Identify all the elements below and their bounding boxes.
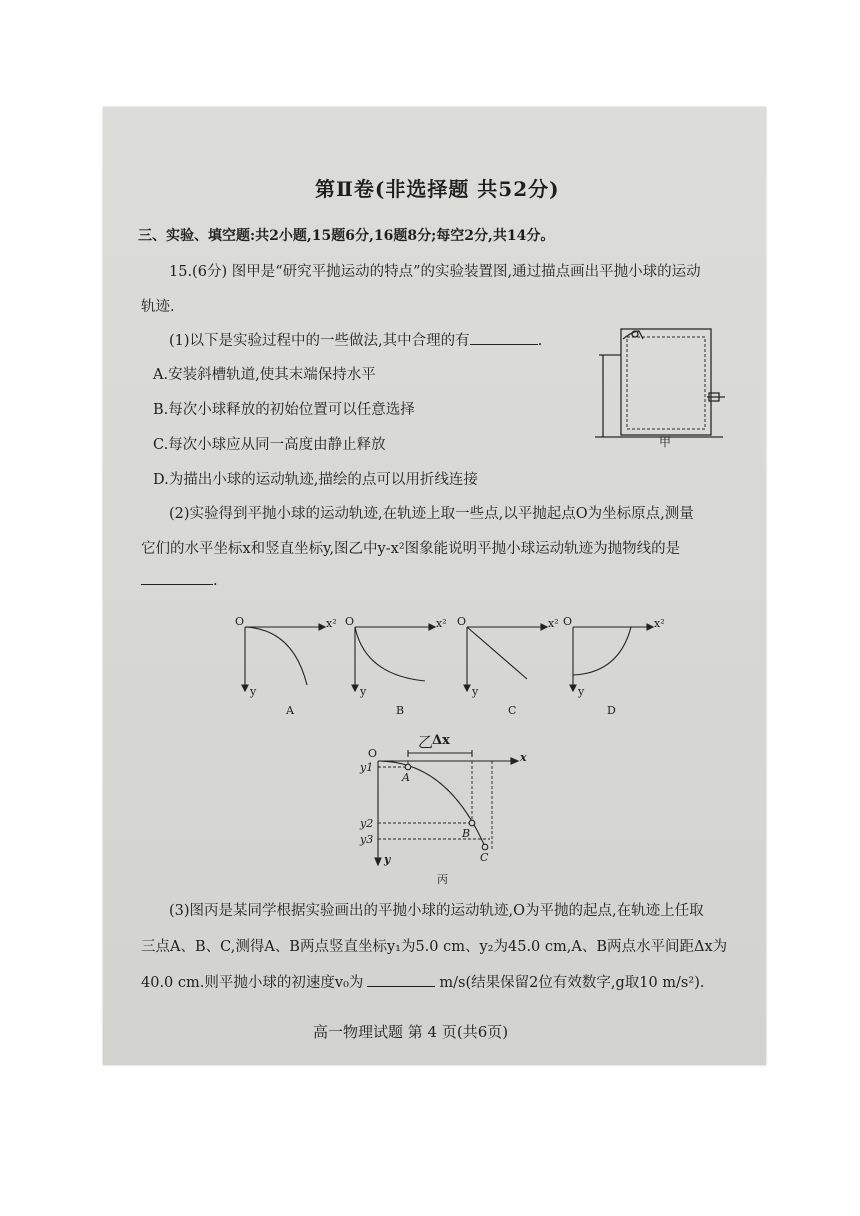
graph-c-origin: O <box>457 615 467 628</box>
q15-part2-line1: (2)实验得到平抛小球的运动轨迹,在轨迹上取一些点,以平抛起点O为坐标原点,测量 <box>169 506 694 522</box>
q15-part3-line3 <box>141 971 704 992</box>
bing-y1-label: y1 <box>360 761 374 774</box>
answer-blank-2[interactable] <box>141 570 213 585</box>
bing-b-label: B <box>462 827 471 840</box>
graph-c-y-label: y <box>472 685 479 698</box>
graph-a-origin: O <box>235 615 245 628</box>
bing-origin: O <box>368 747 378 760</box>
bing-y3-label: y3 <box>360 833 374 846</box>
part3-line3-start: 40.0 cm.则平抛小球的初速度v₀为 <box>141 975 364 991</box>
graph-a-y-label: y <box>250 685 257 698</box>
graph-d-letter: D <box>607 704 616 717</box>
graph-c-letter: C <box>508 704 517 717</box>
graph-c-x-arrow <box>541 624 547 630</box>
graph-a-letter: A <box>286 704 294 717</box>
option-c: C.每次小球应从同一高度由静止释放 <box>153 437 386 453</box>
page-footer: 高一物理试题 第 4 页(共6页) <box>313 1023 509 1041</box>
graph-a-y-arrow <box>242 685 248 691</box>
q15-part2-line2: 它们的水平坐标x和竖直坐标y,图乙中y-x²图象能说明平抛小球运动轨迹为抛物线的是 <box>141 541 681 557</box>
q15-part2-answer <box>141 570 218 589</box>
part1-prompt-end: . <box>537 333 543 349</box>
bing-c-label: C <box>480 851 489 864</box>
exam-page <box>103 107 766 1065</box>
graph-b-x-label: x² <box>436 617 447 630</box>
bing-x-label: x <box>520 751 527 764</box>
graph-d-x-label: x² <box>654 617 665 630</box>
q15-part3-line1: (3)图丙是某同学根据实验画出的平抛小球的运动轨迹,O为平抛的起点,在轨迹上任取 <box>169 903 704 919</box>
graph-c-line <box>467 627 527 679</box>
bing-point-b <box>469 820 475 826</box>
part1-prompt-text: (1)以下是实验过程中的一些做法,其中合理的有 <box>169 333 470 349</box>
graph-a-x-label: x² <box>326 617 337 630</box>
fig-jia-label: 甲 <box>659 435 672 449</box>
graph-d-y-arrow <box>570 685 576 691</box>
part3-line3-end: m/s(结果保留2位有效数字,g取10 m/s²). <box>439 975 705 991</box>
graph-b-letter: B <box>396 704 405 717</box>
option-a: A.安装斜槽轨道,使其末端保持水平 <box>153 367 376 383</box>
graph-d <box>561 615 671 719</box>
graph-d-origin: O <box>563 615 573 628</box>
bing-point-a <box>405 764 411 770</box>
bing-x-arrow <box>511 758 518 764</box>
section-title: 第Ⅱ卷(非选择题 共52分) <box>315 177 560 201</box>
answer-blank-1[interactable] <box>470 330 538 345</box>
graph-a-x-arrow <box>319 624 325 630</box>
graph-d-x-arrow <box>647 624 653 630</box>
graph-d-curve <box>573 627 631 675</box>
bing-point-c <box>482 844 488 850</box>
board-frame <box>621 329 711 435</box>
answer-blank-3[interactable] <box>367 972 435 987</box>
part2-end: . <box>213 573 218 589</box>
graph-b-curve <box>355 627 425 681</box>
bing-a-label: A <box>402 771 410 784</box>
bing-y2-label: y2 <box>360 817 374 830</box>
figure-bing <box>358 733 538 869</box>
graph-b-x-arrow <box>429 624 435 630</box>
fig-yi-label: 乙 <box>418 733 434 751</box>
q15-part1-prompt <box>169 329 542 350</box>
graph-b-y-label: y <box>360 685 367 698</box>
option-b: B.每次小球释放的初始位置可以任意选择 <box>153 402 415 418</box>
graph-c-x-label: x² <box>548 617 559 630</box>
section-heading: 三、实验、填空题:共2小题,15题6分,16题8分;每空2分,共14分。 <box>138 228 555 244</box>
graph-c-y-arrow <box>464 685 470 691</box>
graph-b-origin: O <box>345 615 355 628</box>
graph-d-y-label: y <box>578 685 585 698</box>
graph-a-curve <box>245 627 307 685</box>
q15-intro-line2: 轨迹. <box>141 299 175 315</box>
graph-d-svg <box>561 619 671 719</box>
q15-intro-line1: 15.(6分) 图甲是“研究平抛运动的特点”的实验装置图,通过描点画出平抛小球的运动 <box>169 264 701 280</box>
q15-part3-line2: 三点A、B、C,测得A、B两点竖直坐标y₁为5.0 cm、y₂为45.0 cm,A、B两点水平间距Δx为 <box>141 939 728 955</box>
figure-bing-svg <box>358 747 538 869</box>
bing-dx-label: Δx <box>432 733 450 748</box>
option-d: D.为描出小球的运动轨迹,描绘的点可以用折线连接 <box>153 472 478 488</box>
bing-y-arrow <box>375 858 381 865</box>
fig-bing-label: 丙 <box>437 873 448 886</box>
bing-y-label: y <box>384 853 391 866</box>
graph-b-y-arrow <box>352 685 358 691</box>
paper-sheet <box>627 337 705 429</box>
